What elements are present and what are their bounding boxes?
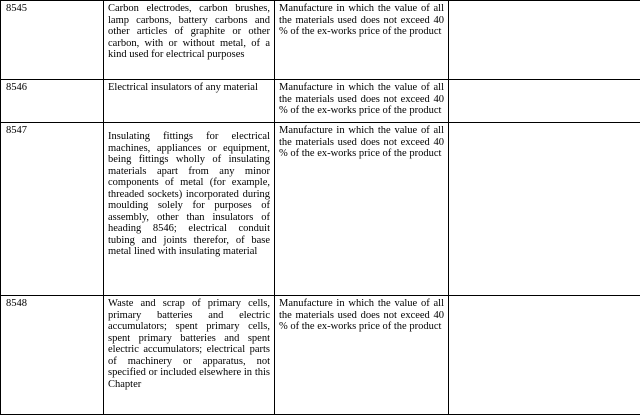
table-row — [1, 123, 640, 296]
heading-number: 8547 — [1, 123, 104, 296]
origin-rule: Manufacture in which the value of all the materials used does not exceed 40 % of the ex-works price of the product — [275, 80, 449, 123]
alternative-rule — [449, 123, 640, 296]
product-description: Carbon electrodes, carbon brushes, lamp carbons, battery carbons and other articles of graphite or other carbon, with or without metal, of a kind used for electrical purposes — [104, 1, 275, 80]
table-row — [1, 80, 640, 123]
heading-number: 8548 — [1, 296, 104, 415]
heading-number: 8545 — [1, 1, 104, 80]
alternative-rule — [449, 1, 640, 80]
product-description: Waste and scrap of primary cells, primary batteries and electric accumulators; spent primary cells, spent primary batteries and spent electric accumulators; electrical parts of machinery or apparatus, not specified or included elsewhere in this Chapter — [104, 296, 275, 415]
table-row — [1, 1, 640, 80]
table-row — [1, 296, 640, 415]
product-description: Electrical insulators of any material — [104, 80, 275, 123]
product-description: Insulating fittings for electrical machines, appliances or equipment, being fittings wholly of insulating materials apart from any minor components of metal (for example, threaded sockets) incorporated during moulding solely for purposes of assembly, other than insulators of heading 8546; electrical conduit tubing and joints therefor, of base metal lined with insulating material — [104, 123, 275, 296]
origin-rule: Manufacture in which the value of all the materials used does not exceed 40 % of the ex-works price of the product — [275, 1, 449, 80]
origin-rule: Manufacture in which the value of all the materials used does not exceed 40 % of the ex-works price of the product — [275, 123, 449, 296]
heading-number: 8546 — [1, 80, 104, 123]
alternative-rule — [449, 296, 640, 415]
origin-rule: Manufacture in which the value of all the materials used does not exceed 40 % of the ex-works price of the product — [275, 296, 449, 415]
alternative-rule — [449, 80, 640, 123]
